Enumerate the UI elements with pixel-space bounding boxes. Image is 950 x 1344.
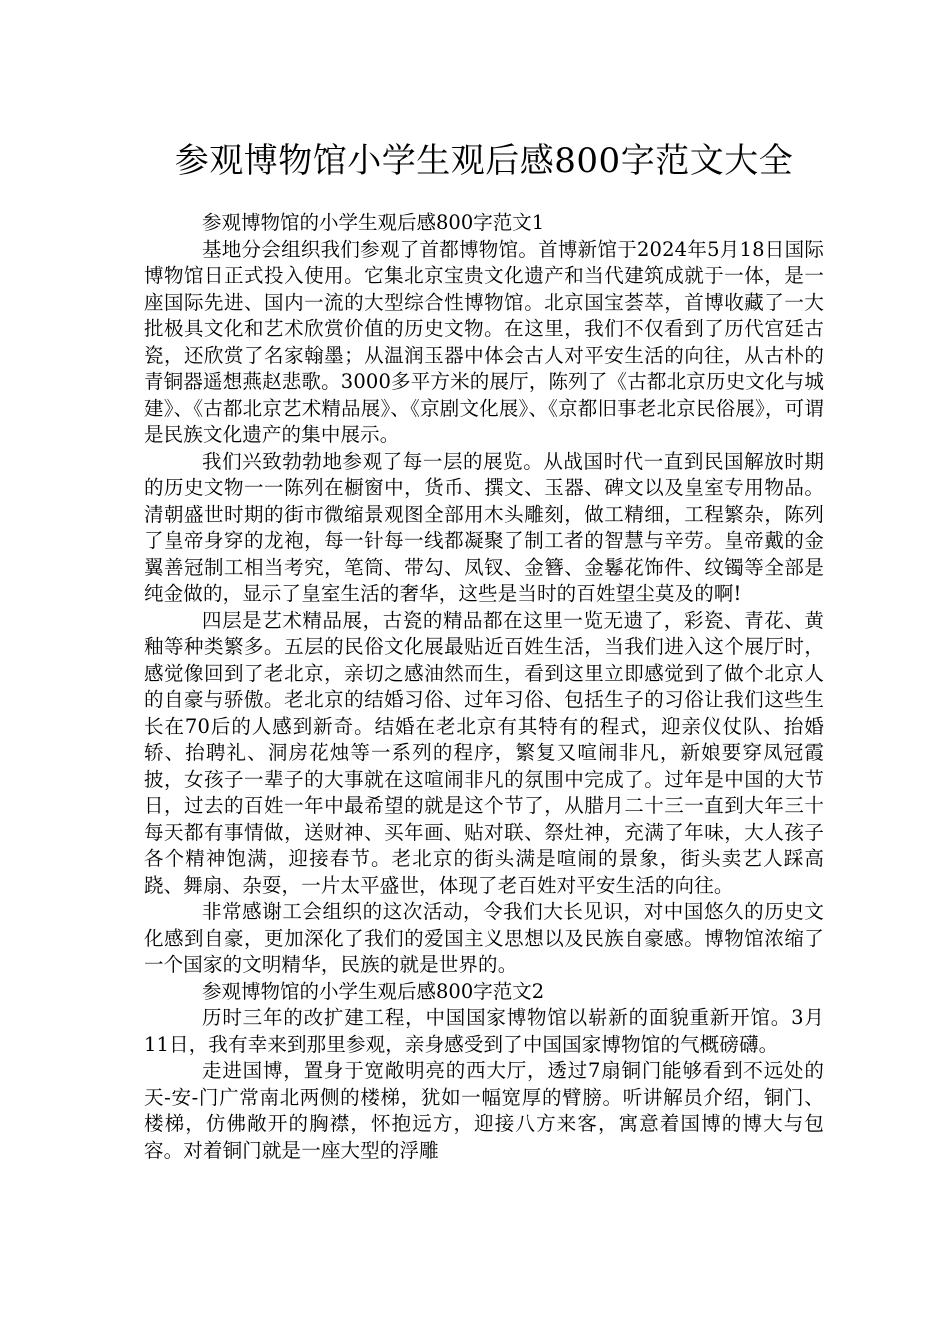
paragraph: 四层是艺术精品展，古瓷的精品都在这里一览无遗了，彩瓷、青花、黄釉等种类繁多。五层的民俗文化展最贴近百姓生活，当我们进入这个展厅时，感觉像回到了老北京，亲切之感油然而生，看到这里立即感觉到了做个北京人的自豪与骄傲。老北京的结婚习俗、过年习俗、包括生子的习俗让我们这些生长在70后的人感到新奇。结婚在老北京有其特有的程式，迎亲仪仗队、抬婚轿、抬聘礼、洞房花烛等一系列的程序，繁复又喧闹非凡，新娘要穿凤冠霞披，女孩子一辈子的大事就在这喧闹非凡的氛围中完成了。过年是中国的大节日，过去的百姓一年中最希望的就是这个节了，从腊月二十三一直到大年三十每天都有事情做，送财神、买年画、贴对联、祭灶神，充满了年味，大人孩子各个精神饱满，迎接春节。老北京的街头满是喧闹的景象，街头卖艺人踩高跷、舞扇、杂耍，一片太平盛世，体现了老百姓对平安生活的向往。 [144,608,824,897]
paragraph: 非常感谢工会组织的这次活动，令我们大长见识，对中国悠久的历史文化感到自豪，更加深化了我们的爱国主义思想以及民族自豪感。博物馆浓缩了一个国家的文明精华，民族的就是世界的。 [144,900,824,976]
paragraph: 历时三年的改扩建工程，中国国家博物馆以崭新的面貌重新开馆。3月11日，我有幸来到那里参观，亲身感受到了中国国家博物馆的气概磅礴。 [144,1006,824,1056]
paragraph: 我们兴致勃勃地参观了每一层的展览。从战国时代一直到民国解放时期的历史文物一一陈列在橱窗中，货币、撰文、玉器、碑文以及皇室专用物品。清朝盛世时期的街市微缩景观图全部用木头雕刻，做工精细，工程繁杂，陈列了皇帝身穿的龙袍，每一针每一线都凝聚了制工者的智慧与辛劳。皇帝戴的金翼善冠制工相当考究，笔筒、带勾、凤钗、金簪、金鬈花饰件、纹镯等全部是纯金做的，显示了皇室生活的奢华，这些是当时的百姓望尘莫及的啊! [144,449,824,605]
document-page [144,120,824,1164]
paragraph: 基地分会组织我们参观了首都博物馆。首博新馆于2024年5月18日国际博物馆日正式投入使用。它集北京宝贵文化遗产和当代建筑成就于一体，是一座国际先进、国内一流的大型综合性博物馆。北京国宝荟萃，首博收藏了一大批极具文化和艺术欣赏价值的历史文物。在这里，我们不仅看到了历代宫廷古瓷，还欣赏了名家翰墨；从温润玉器中体会古人对平安生活的向往，从古朴的青铜器遥想燕赵悲歌。3000多平方米的展厅，陈列了《古都北京历史文化与城建》、《古都北京艺术精品展》、《京剧文化展》、《京都旧事老北京民俗展》，可谓是民族文化遗产的集中展示。 [144,237,824,446]
paragraph: 走进国博，置身于宽敞明亮的西大厅，透过7扇铜门能够看到不远处的天-安-门广常南北两侧的楼梯，犹如一幅宽厚的臂膀。听讲解员介绍，铜门、楼梯，仿佛敞开的胸襟，怀抱远方，迎接八方来客，寓意着国博的博大与包容。对着铜门就是一座大型的浮雕 [144,1059,824,1162]
section-heading: 参观博物馆的小学生观后感800字范文1 [202,211,545,234]
section-heading: 参观博物馆的小学生观后感800字范文2 [202,979,545,1003]
essay-section-1 [144,210,824,979]
essay-section-2 [144,979,824,1165]
document-title: 参观博物馆小学生观后感800字范文大全 [174,141,794,181]
document-body [144,210,824,1164]
